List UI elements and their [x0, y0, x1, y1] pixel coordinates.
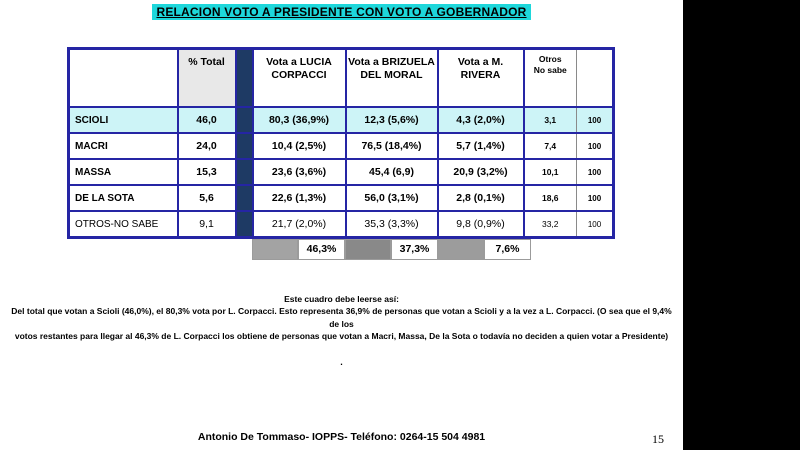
navy-divider-cell	[236, 211, 253, 238]
cell-brizuela: 35,3 (3,3%)	[346, 211, 438, 238]
cell-rivera: 4,3 (2,0%)	[438, 107, 524, 133]
cell-rivera: 2,8 (0,1%)	[438, 185, 524, 211]
title-container	[0, 3, 683, 21]
table-row-otros-no-sabe	[69, 211, 614, 238]
header-brizuela: Vota a BRIZUELA DEL MORAL	[346, 49, 438, 108]
page-title: RELACION VOTO A PRESIDENTE CON VOTO A GOBERNADOR	[152, 4, 530, 20]
corpacci-total-label: 46,3%	[298, 239, 345, 260]
cell-suma: 100	[577, 159, 614, 185]
header-total: % Total	[178, 49, 236, 108]
navy-divider-column	[236, 49, 253, 108]
explanation-heading: Este cuadro debe leerse así:	[284, 294, 399, 304]
cell-corpacci: 21,7 (2,0%)	[253, 211, 346, 238]
header-rivera: Vota a M. RIVERA	[438, 49, 524, 108]
table-row-delasota	[69, 185, 614, 211]
cell-total: 9,1	[178, 211, 236, 238]
table-row-massa	[69, 159, 614, 185]
header-otros-line1: Otros	[538, 54, 562, 64]
cell-corpacci: 80,3 (36,9%)	[253, 107, 346, 133]
explanation-line1: Del total que votan a Scioli (46,0%), el 80,3% vota por L. Corpacci. Esto representa 36,9% de personas que votan a Scioli y a la vez a L. Corpacci. (O sea que el 9,4% de los	[11, 306, 672, 329]
cell-brizuela: 76,5 (18,4%)	[346, 133, 438, 159]
crosstab-table	[67, 47, 615, 239]
cell-corpacci: 23,6 (3,6%)	[253, 159, 346, 185]
cell-rivera: 20,9 (3,2%)	[438, 159, 524, 185]
row-label: MACRI	[69, 133, 178, 159]
table-row-macri	[69, 133, 614, 159]
cell-suma: 100	[577, 133, 614, 159]
cell-total: 15,3	[178, 159, 236, 185]
cell-suma: 100	[577, 107, 614, 133]
stray-period: .	[340, 357, 343, 368]
governor-totals-bar	[252, 239, 531, 260]
header-otros-no-sabe	[524, 49, 577, 108]
cell-total: 5,6	[178, 185, 236, 211]
navy-divider-cell	[236, 133, 253, 159]
cell-brizuela: 56,0 (3,1%)	[346, 185, 438, 211]
cell-brizuela: 45,4 (6,9)	[346, 159, 438, 185]
row-label: DE LA SOTA	[69, 185, 178, 211]
header-suma	[577, 49, 614, 108]
cell-otros: 10,1	[524, 159, 577, 185]
row-label: SCIOLI	[69, 107, 178, 133]
cell-otros: 3,1	[524, 107, 577, 133]
header-corpacci: Vota a LUCIA CORPACCI	[253, 49, 346, 108]
right-black-band	[683, 0, 800, 450]
explanation-line2: votos restantes para llegar al 46,3% de L. Corpacci los obtiene de personas que votan a Macri, Massa, De la Sota o todavía no deciden a quien votar a Presidente)	[14, 330, 669, 341]
cell-otros: 33,2	[524, 211, 577, 238]
explanation-block	[8, 293, 675, 369]
cell-suma: 100	[577, 185, 614, 211]
cell-rivera: 5,7 (1,4%)	[438, 133, 524, 159]
cell-rivera: 9,8 (0,9%)	[438, 211, 524, 238]
navy-divider-cell	[236, 107, 253, 133]
gray-bar-corpacci	[252, 239, 298, 260]
brizuela-total-label: 37,3%	[391, 239, 438, 260]
row-label: OTROS-NO SABE	[69, 211, 178, 238]
cell-otros: 7,4	[524, 133, 577, 159]
footer-contact: Antonio De Tommaso- IOPPS- Teléfono: 0264-15 504 4981	[197, 431, 486, 443]
cell-total: 46,0	[178, 107, 236, 133]
table-row-scioli	[69, 107, 614, 133]
rivera-total-label: 7,6%	[484, 239, 531, 260]
cell-suma: 100	[577, 211, 614, 238]
page-number: 15	[652, 432, 664, 446]
cell-brizuela: 12,3 (5,6%)	[346, 107, 438, 133]
row-label: MASSA	[69, 159, 178, 185]
cell-total: 24,0	[178, 133, 236, 159]
cell-otros: 18,6	[524, 185, 577, 211]
header-row	[69, 49, 614, 108]
cell-corpacci: 22,6 (1,3%)	[253, 185, 346, 211]
navy-divider-cell	[236, 159, 253, 185]
gray-bar-brizuela	[345, 239, 391, 260]
corner-cell	[69, 49, 178, 108]
navy-divider-cell	[236, 185, 253, 211]
gray-bar-rivera	[438, 239, 484, 260]
header-otros-line2: No sabe	[533, 64, 567, 75]
cell-corpacci: 10,4 (2,5%)	[253, 133, 346, 159]
